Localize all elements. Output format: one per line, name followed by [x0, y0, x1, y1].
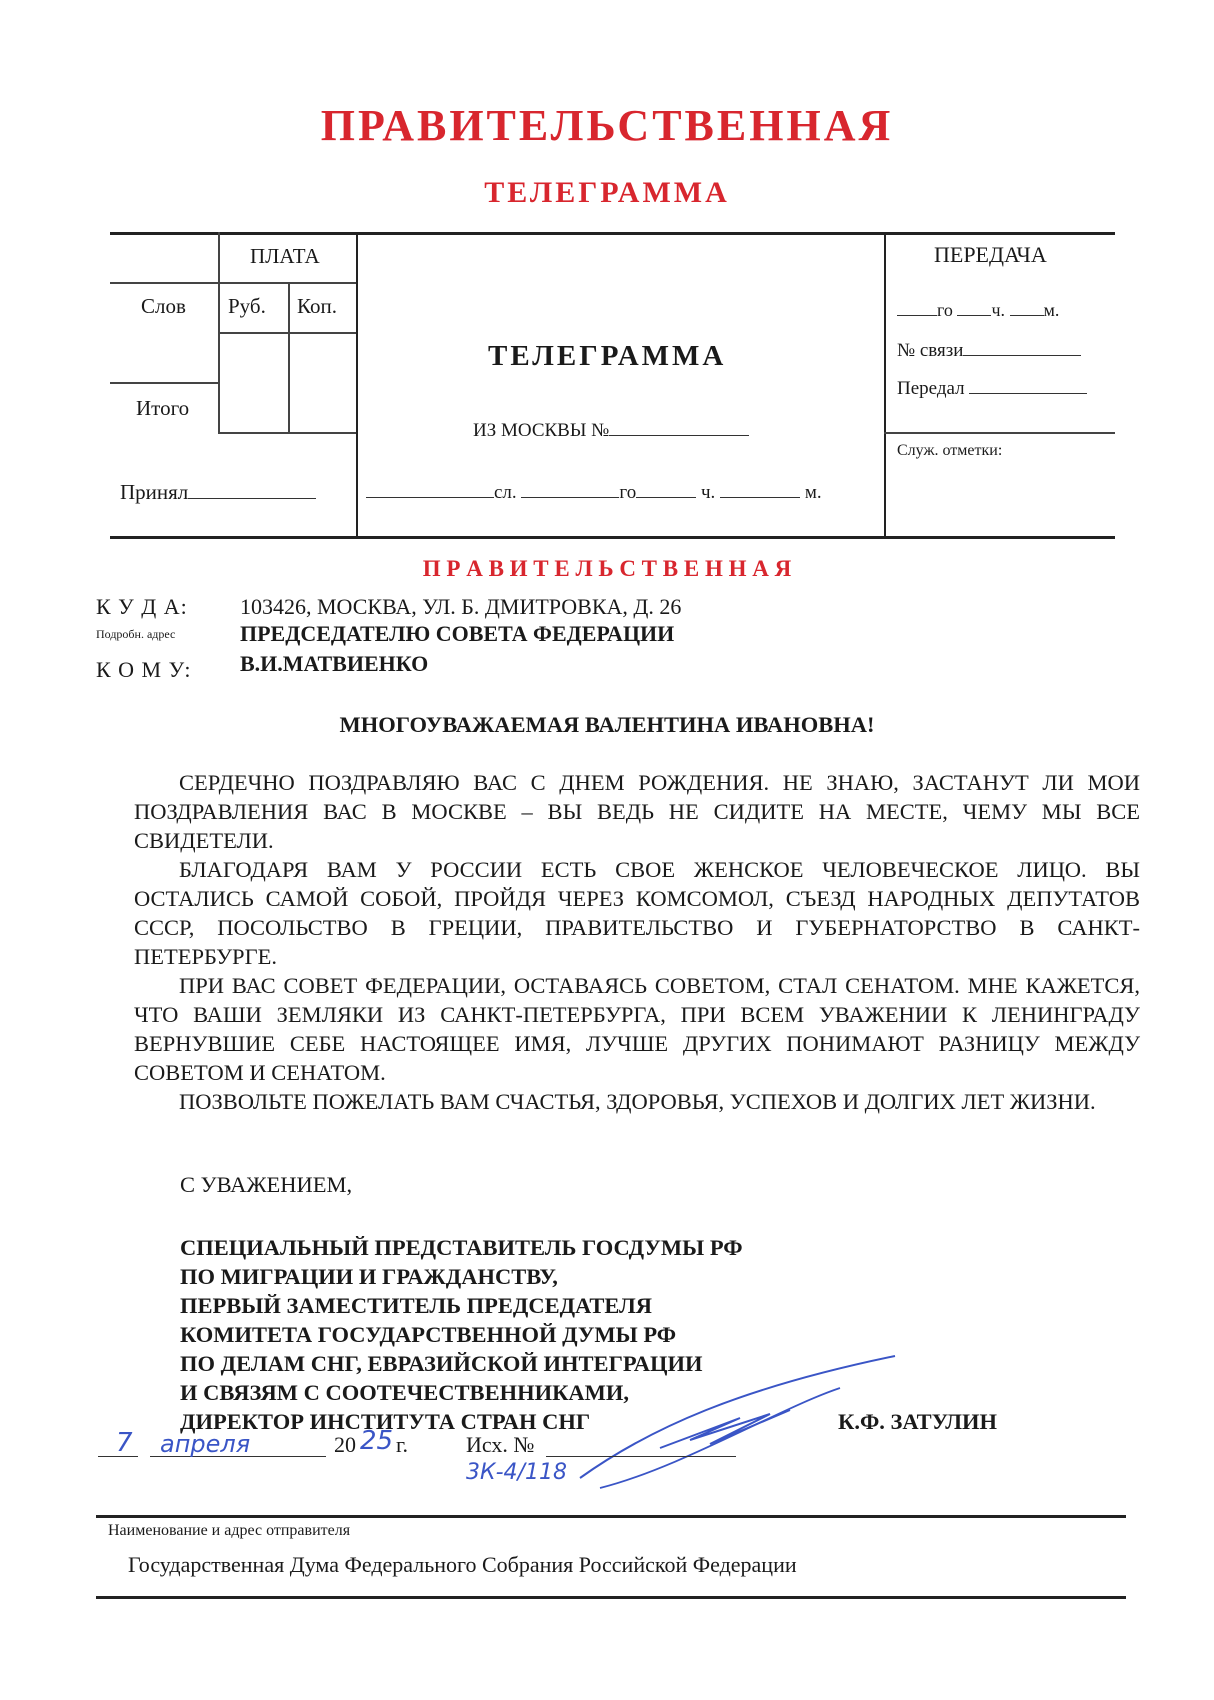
salutation: МНОГОУВАЖАЕМАЯ ВАЛЕНТИНА ИВАНОВНА!	[339, 712, 875, 737]
document-subtitle: ТЕЛЕГРАММА	[484, 176, 730, 209]
peredacha-time	[897, 300, 1059, 321]
isx-label: Исх. №	[466, 1432, 535, 1457]
rub-label: Руб.	[228, 294, 266, 318]
date-year-suffix: 25	[360, 1426, 394, 1456]
slov-label: Слов	[141, 294, 186, 318]
kop-label: Коп.	[297, 294, 337, 318]
prinyal-field	[120, 480, 316, 505]
sl-label: сл.	[494, 482, 517, 503]
document-title: ПРАВИТЕЛЬСТВЕННАЯ	[320, 101, 894, 150]
peredacha-go: го	[937, 300, 953, 320]
signatory-name: К.Ф. ЗАТУЛИН	[838, 1409, 997, 1434]
sender-value: Государственная Дума Федерального Собрания Российской Федерации	[128, 1552, 797, 1577]
m-label: м.	[804, 482, 822, 503]
iz-moskvy-field	[473, 420, 749, 442]
podrobn-value: ПРЕДСЕДАТЕЛЮ СОВЕТА ФЕДЕРАЦИИ	[240, 621, 675, 646]
bottom-divider	[96, 1596, 1126, 1599]
itogo-label: Итого	[136, 396, 190, 420]
isx-value: 3К-4/118	[466, 1460, 567, 1485]
title-line: ПО МИГРАЦИИ И ГРАЖДАНСТВУ,	[180, 1264, 558, 1289]
time-fields	[366, 482, 822, 504]
komu-label: К О М У:	[96, 657, 192, 682]
closing: С УВАЖЕНИЕМ,	[180, 1172, 353, 1197]
date-day: 7	[116, 1428, 133, 1458]
podrobn-label: Подробн. адрес	[96, 627, 176, 641]
svyazi-field	[897, 340, 1081, 362]
prinyal-label: Принял	[120, 480, 189, 504]
svyazi-label: № связи	[897, 340, 964, 361]
paragraph: ПРИ ВАС СОВЕТ ФЕДЕРАЦИИ, ОСТАВАЯСЬ СОВЕТОМ, СТАЛ СЕНАТОМ. МНЕ КАЖЕТСЯ, ЧТО ВАШИ ЗЕМЛЯКИ ИЗ САНКТ-ПЕТЕРБУРГА, ПРИ ВСЕМ УВАЖЕНИИ К ЛЕНИНГРАДУ ВЕРНУВШИЕ СЕБЕ НАСТОЯЩЕЕ ИМЯ, ЛУЧШЕ ДРУГИХ ПОНИМАЮТ РАЗНИЦУ МЕЖДУ СОВЕТОМ И СЕНАТОМ.	[134, 973, 1140, 1085]
ch-label: ч.	[701, 482, 716, 503]
title-line: ПО ДЕЛАМ СНГ, ЕВРАЗИЙСКОЙ ИНТЕГРАЦИИ	[180, 1351, 703, 1376]
paragraph: БЛАГОДАРЯ ВАМ У РОССИИ ЕСТЬ СВОЕ ЖЕНСКОЕ ЧЕЛОВЕЧЕСКОЕ ЛИЦО. ВЫ ОСТАЛИСЬ САМОЙ СОБОЙ, ПРОЙДЯ ЧЕРЕЗ КОМСОМОЛ, СЪЕЗД НАРОДНЫХ ДЕПУТАТОВ СССР, ПОСОЛЬСТВО В ГРЕЦИИ, ПРАВИТЕЛЬСТВО И ГУБЕРНАТОРСТВО В САНКТ-ПЕТЕРБУРГЕ.	[134, 857, 1140, 969]
sender-label: Наименование и адрес отправителя	[108, 1522, 351, 1539]
plata-label: ПЛАТА	[250, 244, 320, 268]
date-month: апреля	[160, 1430, 251, 1458]
paragraph: ПОЗВОЛЬТЕ ПОЖЕЛАТЬ ВАМ СЧАСТЬЯ, ЗДОРОВЬЯ, УСПЕХОВ И ДОЛГИХ ЛЕТ ЖИЗНИ.	[179, 1089, 1096, 1114]
sender-divider	[96, 1515, 1126, 1518]
title-line: СПЕЦИАЛЬНЫЙ ПРЕДСТАВИТЕЛЬ ГОСДУМЫ РФ	[180, 1235, 743, 1260]
letter-body	[134, 768, 1140, 1116]
title-line: ПЕРВЫЙ ЗАМЕСТИТЕЛЬ ПРЕДСЕДАТЕЛЯ	[180, 1293, 653, 1318]
title-line: И СВЯЗЯМ С СООТЕЧЕСТВЕННИКАМИ,	[180, 1380, 630, 1405]
center-title: ТЕЛЕГРАММА	[488, 340, 727, 372]
date-g: г.	[396, 1432, 409, 1457]
peredacha-ch: ч.	[991, 300, 1005, 320]
title-line: ДИРЕКТОР ИНСТИТУТА СТРАН СНГ	[180, 1409, 591, 1434]
go-label: го	[619, 482, 637, 503]
government-banner: П Р А В И Т Е Л Ь С Т В Е Н Н А Я	[422, 556, 792, 581]
peredacha-label: ПЕРЕДАЧА	[934, 242, 1047, 267]
iz-moskvy-label: ИЗ МОСКВЫ №	[473, 420, 610, 441]
date-year-prefix: 20	[334, 1432, 356, 1457]
title-line: КОМИТЕТА ГОСУДАРСТВЕННОЙ ДУМЫ РФ	[180, 1322, 677, 1347]
paragraph: СЕРДЕЧНО ПОЗДРАВЛЯЮ ВАС С ДНЕМ РОЖДЕНИЯ. НЕ ЗНАЮ, ЗАСТАНУТ ЛИ МОИ ПОЗДРАВЛЕНИЯ ВАС В МОСКВЕ – ВЫ ВЕДЬ НЕ СИДИТЕ НА МЕСТЕ, ЧЕМУ МЫ ВСЕ СВИДЕТЕЛИ.	[134, 770, 1140, 853]
sluzh-otmetki-label: Служ. отметки:	[897, 442, 1003, 459]
date-line	[98, 1426, 778, 1502]
komu-value: В.И.МАТВИЕНКО	[240, 651, 429, 676]
peredal-label: Передал	[897, 378, 965, 399]
kuda-value: 103426, МОСКВА, УЛ. Б. ДМИТРОВКА, Д. 26	[240, 594, 682, 619]
peredal-field	[897, 378, 1087, 400]
kuda-label: К У Д А:	[96, 594, 188, 619]
peredacha-m: м.	[1043, 300, 1060, 320]
